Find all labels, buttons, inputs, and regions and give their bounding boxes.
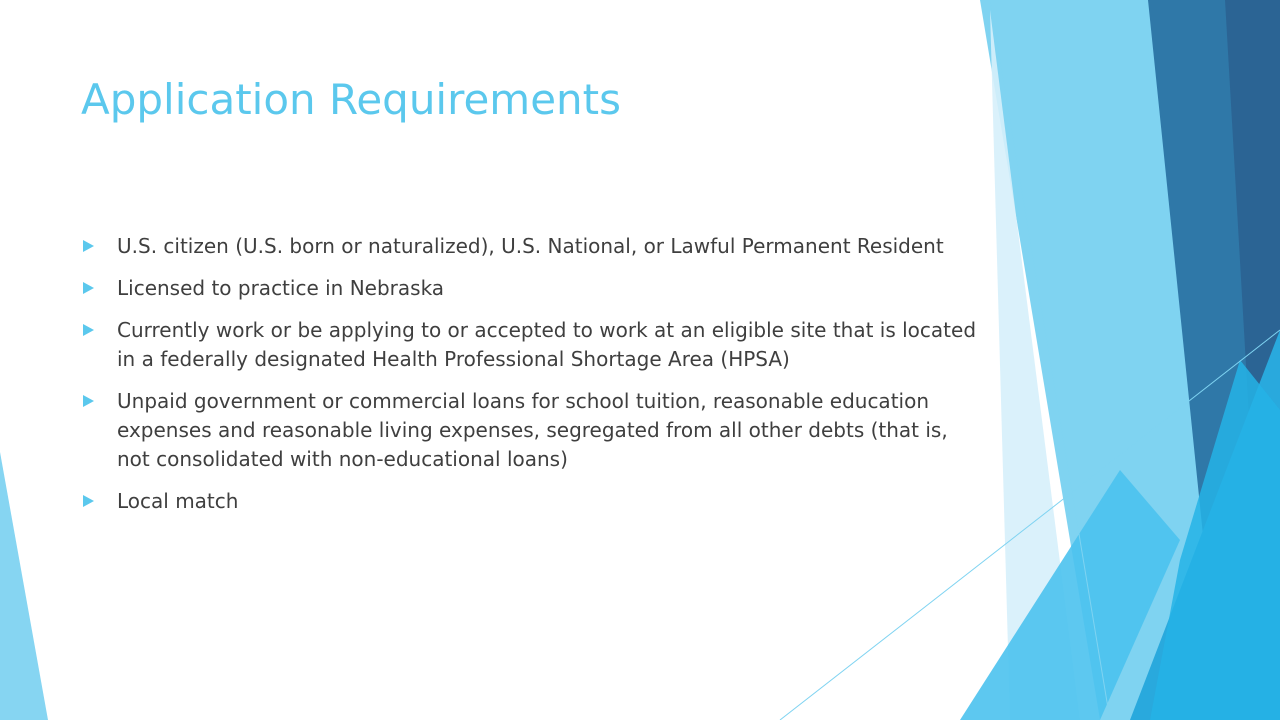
- triangle-bullet-icon: [81, 494, 95, 508]
- triangle-bullet-icon: [81, 323, 95, 337]
- list-item: [81, 232, 981, 261]
- list-item: [81, 487, 981, 516]
- list-item: [81, 387, 981, 474]
- triangle-bullet-icon: [81, 239, 95, 253]
- triangle-bullet-icon: [81, 394, 95, 408]
- triangle-bullet-icon: [81, 281, 95, 295]
- bullet-text: Licensed to practice in Nebraska: [117, 276, 445, 300]
- bullet-text: Local match: [117, 489, 239, 513]
- bullet-text: Currently work or be applying to or accepted to work at an eligible site that is located in a federally designated Health Professional Shortage Area (HPSA): [117, 318, 977, 371]
- bullet-text: Unpaid government or commercial loans for school tuition, reasonable education expenses and reasonable living expenses, segregated from all other debts (that is, not consolidated with non-educational loans): [117, 389, 948, 471]
- left-accent-shape: [0, 452, 48, 720]
- slide-title: Application Requirements: [81, 75, 622, 124]
- bullet-list: [81, 232, 981, 529]
- list-item: [81, 316, 981, 374]
- bullet-text: U.S. citizen (U.S. born or naturalized), U.S. National, or Lawful Permanent Resident: [117, 234, 944, 258]
- list-item: [81, 274, 981, 303]
